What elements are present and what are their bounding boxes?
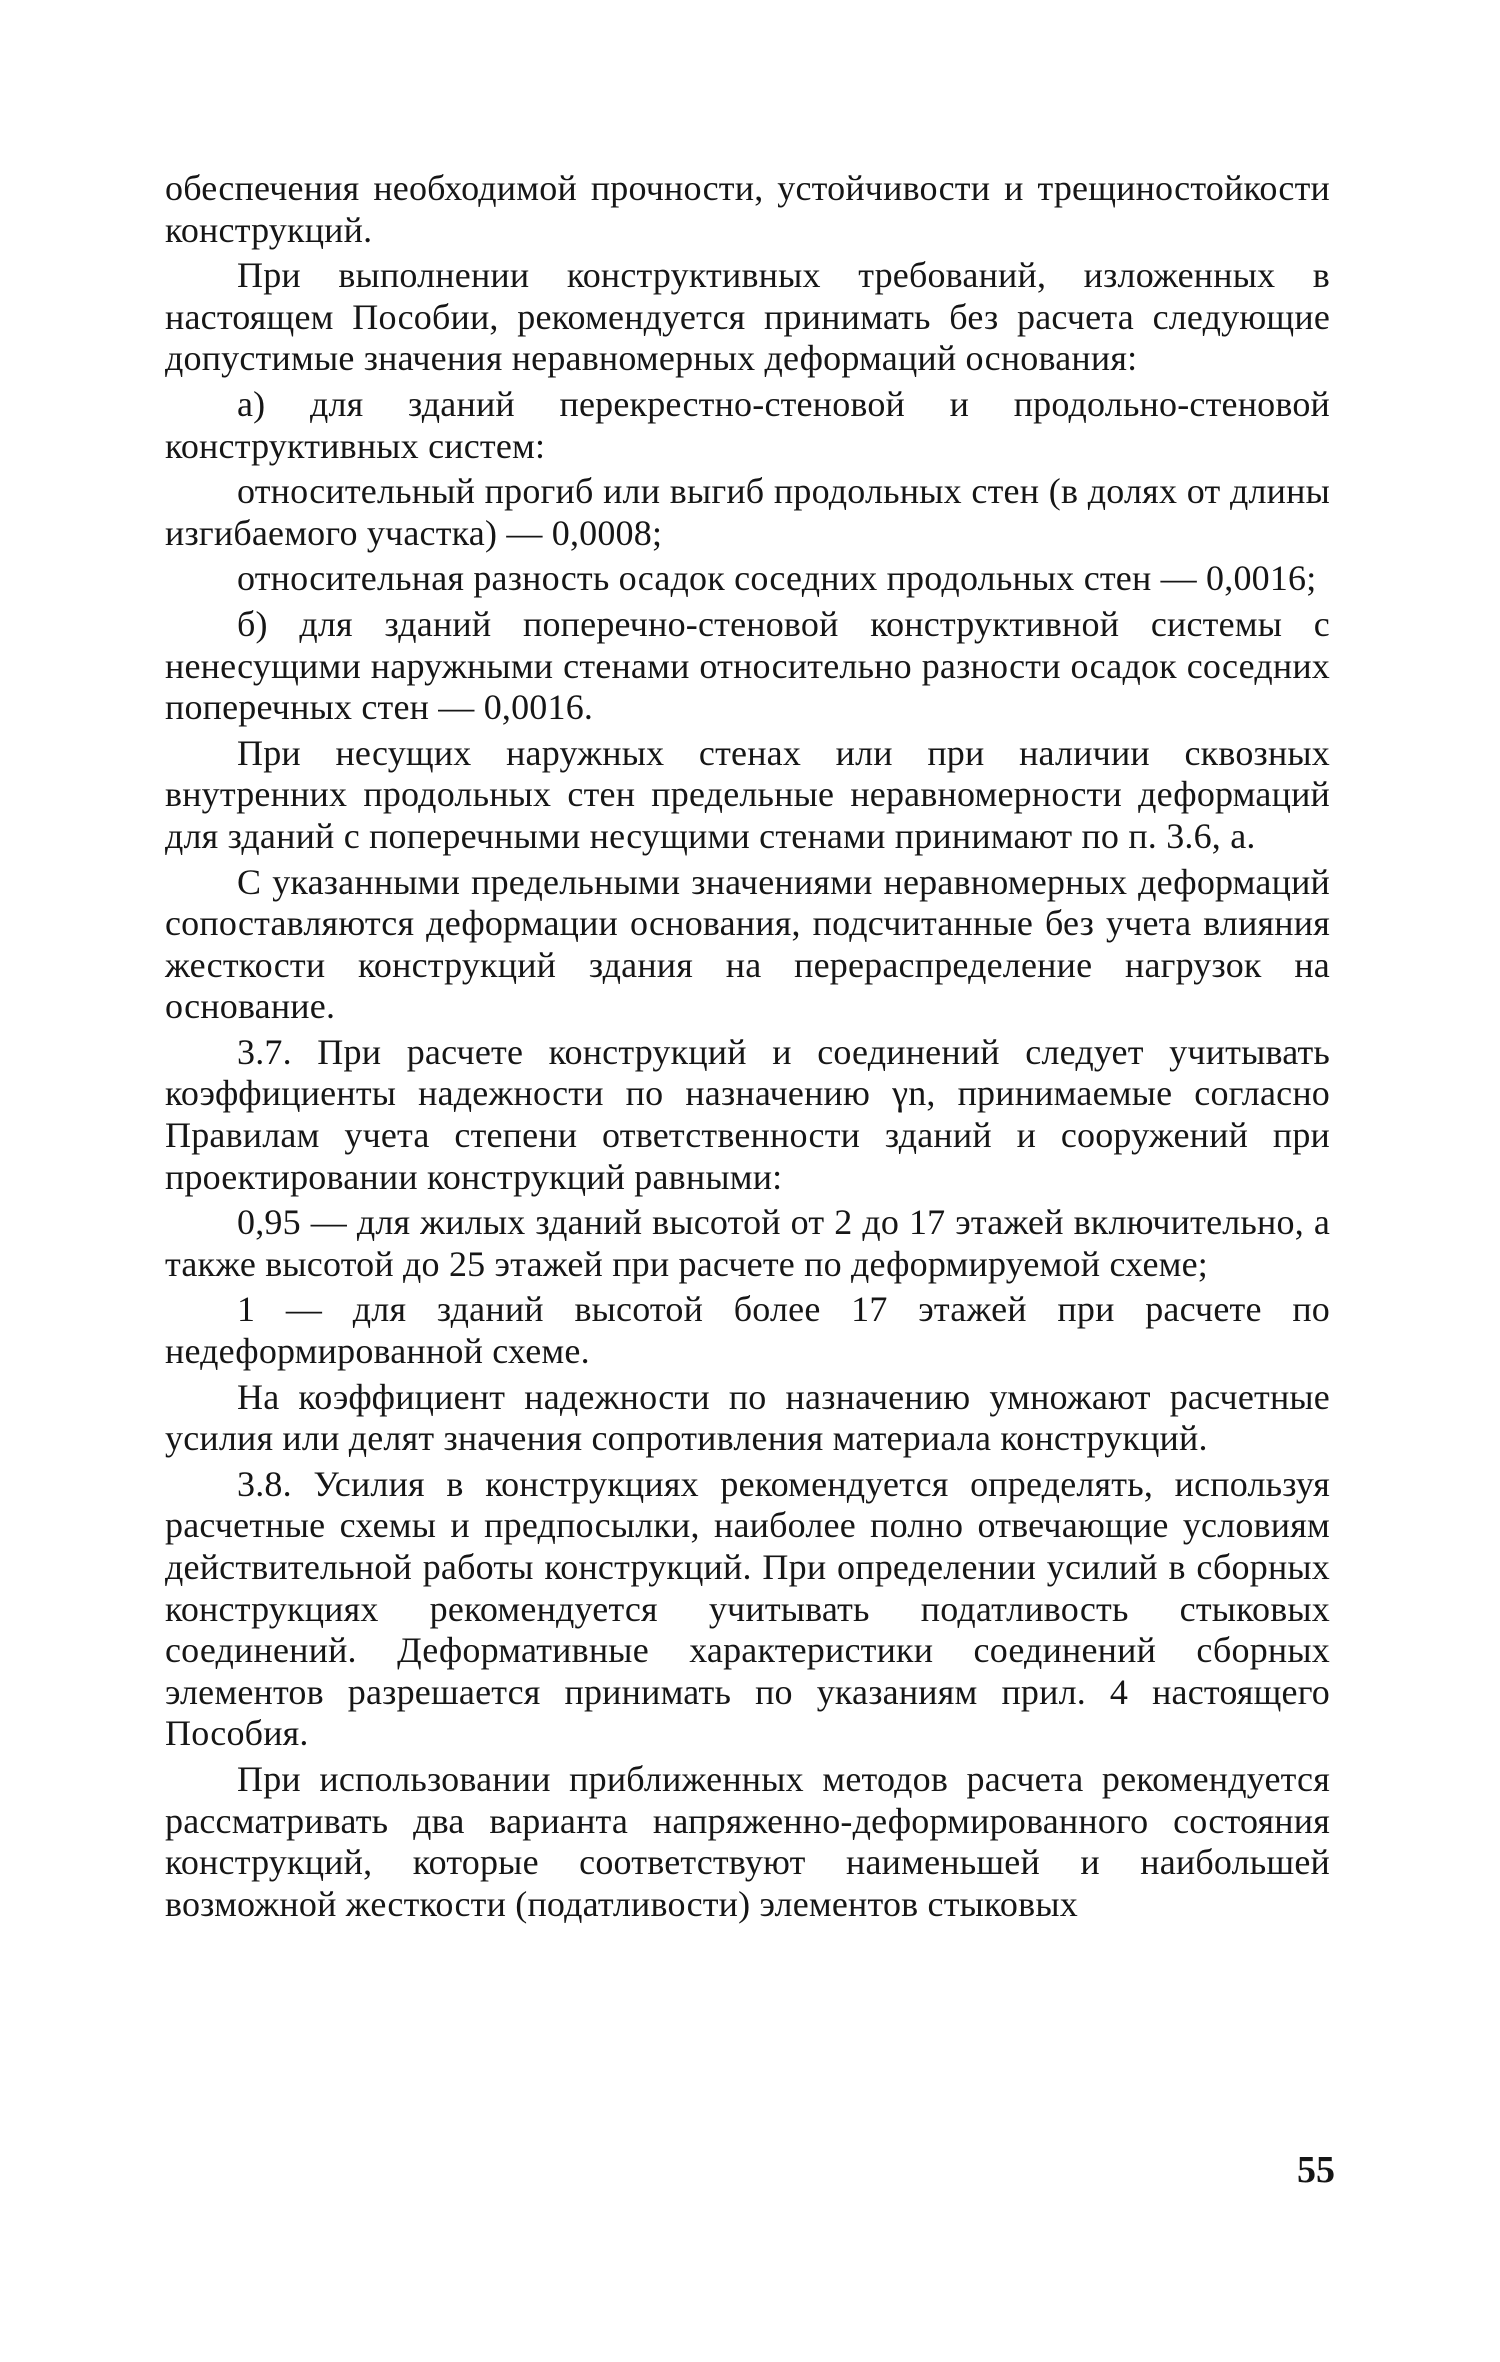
paragraph-relative-deflection: относительный прогиб или выгиб продольных стен (в долях от длины изгибаемого участка) — 0,0008; (165, 471, 1330, 553)
paragraph-item-b: б) для зданий поперечно-стеновой конструктивной системы с ненесущими наружными стенами относительно разности осадок соседних поперечных стен — 0,0016. (165, 603, 1330, 728)
paragraph-coefficient-0-95: 0,95 — для жилых зданий высотой от 2 до 17 этажей включительно, а также высотой до 25 этажей при расчете по деформируемой схеме; (165, 1202, 1330, 1284)
page-number: 55 (1297, 2149, 1335, 2191)
paragraph-section-3-7: 3.7. При расчете конструкций и соединений следует учитывать коэффициенты надежности по назначению γn, принимаемые согласно Правилам учета степени ответственности зданий и сооружений при проектировании конструкций равными: (165, 1031, 1330, 1197)
paragraph-approximate-methods: При использовании приближенных методов расчета рекомендуется рассматривать два варианта напряженно-деформированного состояния конструкций, которые соответствуют наименьшей и наибольшей возможной жесткости (податливости) элементов стыковых (165, 1758, 1330, 1924)
paragraph-section-3-8: 3.8. Усилия в конструкциях рекомендуется определять, используя расчетные схемы и предпосылки, наиболее полно отвечающие условиям действительной работы конструкций. При определении усилий в сборных конструкциях рекомендуется учитывать податливость стыковых соединений. Деформативные характеристики соединений сборных элементов разрешается принимать по указаниям прил. 4 настоящего Пособия. (165, 1463, 1330, 1754)
paragraph-coefficient-usage: На коэффициент надежности по назначению умножают расчетные усилия или делят значения сопротивления материала конструкций. (165, 1376, 1330, 1459)
body-text (165, 168, 1330, 1929)
paragraph-settlement-difference: относительная разность осадок соседних продольных стен — 0,0016; (237, 558, 1317, 599)
paragraph-coefficient-1: 1 — для зданий высотой более 17 этажей при расчете по недеформированной схеме. (165, 1289, 1330, 1372)
paragraph-requirements-intro: При выполнении конструктивных требований, изложенных в настоящем Пособии, рекомендуется принимать без расчета следующие допустимые значения неравномерных деформаций основания: (165, 255, 1330, 379)
paragraph-comparison: С указанными предельными значениями неравномерных деформаций сопоставляются деформации основания, подсчитанные без учета влияния жесткости конструкций здания на перераспределение нагрузок на основание. (165, 861, 1330, 1027)
paragraph-item-a: а) для зданий перекрестно-стеновой и продольно-стеновой конструктивных систем: (165, 383, 1330, 466)
paragraph-bearing-walls: При несущих наружных стенах или при наличии сквозных внутренних продольных стен предельные неравномерности деформаций для зданий с поперечными несущими стенами принимают по п. 3.6, а. (165, 732, 1330, 856)
paragraph-continuation: обеспечения необходимой прочности, устойчивости и трещиностойкости конструкций. (165, 168, 1330, 250)
